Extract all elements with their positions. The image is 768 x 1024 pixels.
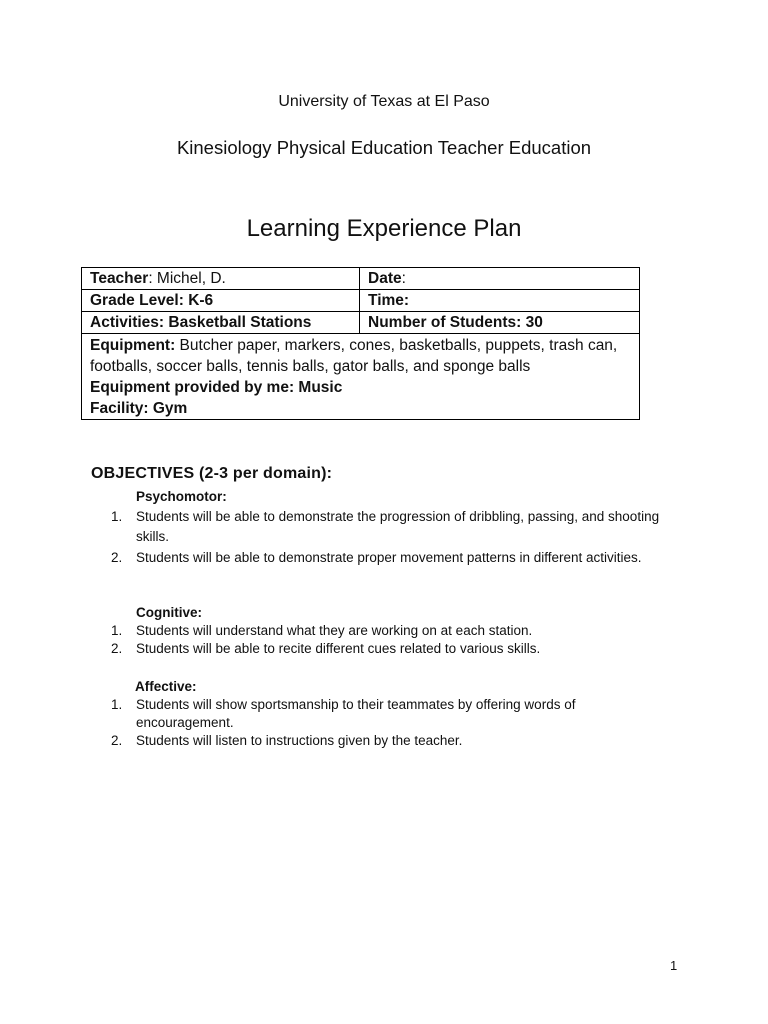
cognitive-list: [107, 622, 667, 658]
teacher-cell: [82, 268, 360, 290]
item-text: Students will be able to demonstrate the progression of dribbling, passing, and shooting skills.: [136, 509, 660, 544]
item-number: 1.: [111, 623, 123, 638]
table-row: [82, 312, 640, 334]
list-item: [107, 696, 667, 732]
item-text: Students will understand what they are working on at each station.: [136, 623, 533, 638]
affective-list: [107, 696, 667, 750]
list-item: [107, 640, 667, 658]
facility: Facility: Gym: [90, 400, 188, 417]
affective-heading: Affective:: [135, 679, 197, 694]
page-number: 1: [670, 958, 678, 973]
university-name: University of Texas at El Paso: [278, 93, 490, 110]
list-item: [107, 507, 667, 547]
item-number: 2.: [111, 641, 123, 656]
item-text: Students will be able to recite different cues related to various skills.: [136, 641, 541, 656]
item-number: 1.: [111, 509, 123, 524]
psychomotor-heading: Psychomotor:: [136, 489, 227, 504]
grade-level-cell: Grade Level: K-6: [82, 290, 360, 312]
cognitive-heading: Cognitive:: [136, 605, 202, 620]
teacher-value: : Michel, D.: [148, 270, 226, 287]
table-row: [82, 268, 640, 290]
plan-info-table: [81, 267, 640, 420]
item-text: Students will listen to instructions given by the teacher.: [136, 733, 463, 748]
list-item: [107, 622, 667, 640]
table-row: [82, 290, 640, 312]
table-row: [82, 334, 640, 420]
item-text: Students will show sportsmanship to their teammates by offering words of encouragement.: [136, 697, 576, 730]
equipment-line: [90, 335, 631, 377]
date-label: Date: [368, 270, 402, 287]
number-of-students-cell: Number of Students: 30: [360, 312, 640, 334]
equipment-label: Equipment:: [90, 337, 176, 354]
teacher-label: Teacher: [90, 270, 149, 287]
equipment-cell: [82, 334, 640, 420]
time-cell: Time:: [360, 290, 640, 312]
department-name: Kinesiology Physical Education Teacher Education: [176, 137, 592, 158]
equipment-provided: Equipment provided by me: Music: [90, 379, 343, 396]
page-title: Learning Experience Plan: [246, 215, 522, 242]
item-number: 1.: [111, 697, 123, 712]
list-item: [107, 548, 667, 567]
item-number: 2.: [111, 733, 123, 748]
equipment-value: Butcher paper, markers, cones, basketballs, puppets, trash can, footballs, soccer balls, tennis balls, gator balls, and sponge balls: [90, 337, 618, 375]
activities-cell: Activities: Basketball Stations: [82, 312, 360, 334]
list-item: [107, 732, 667, 750]
date-value: :: [401, 270, 406, 287]
item-text: Students will be able to demonstrate proper movement patterns in different activities.: [136, 550, 642, 565]
item-number: 2.: [111, 550, 123, 565]
date-cell: [360, 268, 640, 290]
psychomotor-list: [107, 507, 667, 567]
objectives-title: OBJECTIVES (2-3 per domain):: [91, 465, 333, 482]
